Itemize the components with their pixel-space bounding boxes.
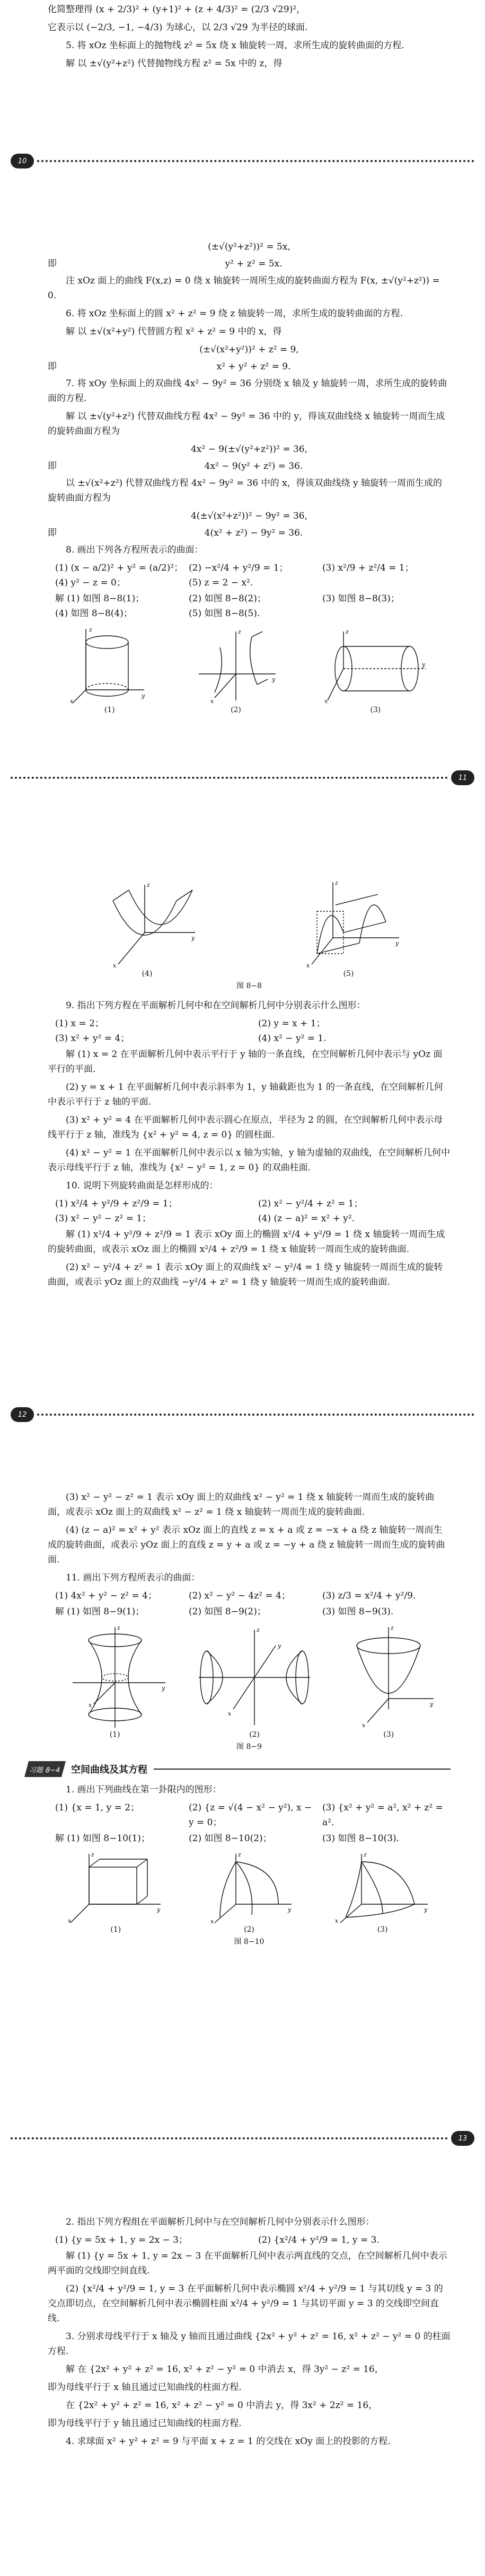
ji-label: 即	[48, 361, 57, 372]
section-header	[27, 1761, 451, 1777]
equation	[48, 359, 451, 374]
line-sphere-center: 它表示以 (−2/3, −1, −4/3) 为球心，以 2/3 √29 为半径的球面.	[48, 22, 308, 33]
question-9-items	[55, 1016, 451, 1046]
note: 注 xOz 面上的曲线 F(x,z) = 0 绕 x 轴旋转一周所生成的旋转曲面方程为 F(x, ±√(y²+z²)) = 0.	[48, 276, 440, 301]
e1-item: (2) {z = √(4 − x² − y²), x − y = 0；	[189, 1802, 312, 1828]
svg-text:z: z	[146, 882, 150, 889]
figure-label: (2)	[249, 1730, 260, 1739]
q11-item: (2) x² − y² − 4z² = 4；	[189, 1591, 290, 1601]
s8-item: (3) 如图 8−8(3)；	[322, 593, 400, 604]
question-8-items	[55, 561, 451, 590]
solution-10-4: (4) (z − a)² = x² + y² 表示 xOz 面上的直线 z = x + a 或 z = −x + a 绕 z 轴旋转一周而生成的旋转曲面，或表示 yOz 面上的直线 z = y + a 或 z = −y + a 绕 z 轴旋转一周而生成的旋转曲面.	[48, 1525, 445, 1565]
svg-text:z: z	[91, 1851, 95, 1858]
equation: 4x² − 9(±√(y²+z²))² = 36,	[190, 444, 308, 455]
figure-cylinder	[70, 626, 149, 714]
page4-content	[28, 1490, 451, 1947]
dotted-rule	[37, 1414, 474, 1416]
figure-caption: 图 8−10	[234, 1938, 264, 1946]
figure-label: (2)	[231, 706, 241, 714]
q10-item: (2) x² − y²/4 + z² = 1；	[258, 1198, 363, 1209]
equation-text: 4(x² + z²) − 9y² = 36.	[204, 528, 303, 538]
q11-item: (1) 4x² + y² − z² = 4；	[55, 1591, 157, 1601]
e1-solution: (2) 如图 8−10(2)；	[189, 1833, 272, 1844]
question-6: 6. 将 xOz 坐标面上的圆 x² + z² = 9 绕 z 轴旋转一周，求所生成的旋转曲面的方程.	[66, 308, 403, 319]
s11-item: (2) 如图 8−9(2)；	[189, 1606, 266, 1617]
page-number-badge: 10	[11, 154, 34, 168]
exercise-2-items	[55, 2233, 451, 2248]
page3-content	[48, 874, 451, 1293]
figure-caption: 图 8−8	[236, 982, 262, 990]
equation-text: y² + z² = 5x.	[225, 259, 283, 269]
ji-label: 即	[48, 461, 57, 472]
paraboloid-drawing	[341, 1624, 436, 1730]
figure-hyperboloid-one-sheet	[62, 1624, 168, 1739]
svg-text:x: x	[210, 1918, 214, 1925]
q10-item: (1) x²/4 + y²/9 + z²/9 = 1；	[55, 1198, 178, 1209]
figure-label: (3)	[383, 1730, 394, 1739]
svg-text:y: y	[141, 692, 145, 699]
solution-9-2: (2) y = x + 1 在平面解析几何中表示斜率为 1，y 轴截距也为 1 的一条直线，在空间解析几何中表示平行于 z 轴的平面.	[48, 1082, 443, 1107]
figure-hyperbolic-cylinder	[193, 626, 278, 714]
figure-label: (1)	[104, 706, 115, 714]
figure-8-10-row	[48, 1851, 451, 1934]
q10-item: (4) (z − a)² = x² + y².	[258, 1213, 355, 1224]
q9-item: (1) x = 2；	[55, 1018, 104, 1029]
question-5: 5. 将 xOz 坐标面上的抛物线 z² = 5x 绕 x 轴旋转一周，求所生成的旋转曲面的方程.	[66, 40, 404, 51]
hyperboloid-one-drawing	[62, 1624, 168, 1730]
page2-content	[48, 237, 451, 715]
equation: (±√(x²+y²))² + z² = 9,	[199, 344, 299, 355]
equation	[48, 459, 451, 474]
figure-parabolic-cylinder	[97, 880, 198, 978]
page-separator-12	[0, 1403, 485, 1426]
svg-text:z: z	[237, 1851, 241, 1858]
exercise-2: 2. 指出下列方程组在平面解析几何中与在空间解析几何中分别表示什么图形：	[66, 2217, 375, 2227]
figure-8-9-row	[48, 1624, 451, 1739]
parabola-z-drawing	[296, 880, 402, 970]
solution-3c: 在 {2x² + y² + z² = 16, x² + z² − y² = 0 中消去 y，得 3x² + 2z² = 16，	[66, 2400, 378, 2411]
svg-text:z: z	[334, 880, 338, 886]
hyperbolic-cylinder-drawing	[193, 626, 278, 706]
figure-elliptic-paraboloid	[341, 1624, 436, 1739]
q8-item: (3) x²/9 + z²/4 = 1；	[322, 563, 414, 573]
figure-elliptic-cylinder	[322, 626, 428, 714]
figure-hyperboloid-two-sheets	[196, 1624, 313, 1739]
dotted-rule	[11, 2137, 448, 2139]
exercise-1-items	[55, 1800, 451, 1830]
svg-text:x: x	[68, 1917, 72, 1924]
page-separator-10	[0, 149, 485, 173]
svg-text:y: y	[287, 1906, 292, 1913]
solution-8-items	[55, 591, 451, 621]
svg-text:z: z	[89, 626, 92, 633]
solution-6: 解 以 ±√(x²+y²) 代替圆方程 x² + z² = 9 中的 x，得	[66, 326, 282, 337]
section-title: 空间曲线及其方程	[71, 1764, 147, 1775]
s11-item: (3) 如图 8−9(3).	[322, 1606, 394, 1617]
figure-label: (4)	[142, 970, 153, 978]
svg-text:y: y	[430, 1701, 434, 1708]
question-10: 10. 说明下列旋转曲面是怎样形成的：	[66, 1180, 218, 1191]
figure-cylinders-intersection	[335, 1851, 430, 1934]
svg-text:x: x	[88, 1702, 92, 1709]
equation: (±√(y²+z²))² = 5x,	[208, 242, 290, 252]
svg-text:x: x	[324, 698, 328, 705]
exercise-4: 4. 求球面 x² + y² + z² = 9 与平面 x + z = 1 的交线在 xOy 面上的投影的方程.	[66, 2436, 391, 2447]
s8-item: (2) 如图 8−8(2)；	[189, 593, 266, 604]
figure-sphere-plane	[204, 1851, 294, 1934]
svg-text:z: z	[363, 1851, 367, 1858]
line-drawing	[68, 1851, 163, 1925]
svg-text:z: z	[391, 1624, 394, 1631]
figure-label: (2)	[244, 1925, 254, 1934]
question-11: 11. 画出下列方程所表示的曲面：	[66, 1573, 200, 1583]
svg-text:y: y	[422, 661, 426, 668]
dotted-rule	[11, 777, 448, 779]
svg-text:y: y	[277, 1642, 281, 1649]
page-number-badge: 11	[451, 770, 474, 785]
solution-2-1: 解 (1) {y = 5x + 1, y = 2x − 3 在平面解析几何中表示两直线的交点，在空间解析几何中表示两平面的交线即空间直线.	[48, 2251, 447, 2276]
page-separator-13	[0, 2127, 485, 2150]
exercise-1: 1. 画出下列曲线在第一卦限内的图形：	[66, 1784, 222, 1795]
equation: 4(±√(x²+z²))² − 9y² = 36,	[190, 511, 308, 521]
e1-solution: (3) 如图 8−10(3).	[322, 1833, 400, 1844]
solution-10-1: 解 (1) x²/4 + y²/9 + z²/9 = 1 表示 xOy 面上的椭圆 x²/4 + y²/9 = 1 绕 x 轴旋转一周而生成的旋转曲面，或表示 xOz 面上的椭圆 x²/4 + z²/9 = 1 绕 x 轴旋转一周而生成的旋转曲面.	[48, 1229, 445, 1255]
equation-text: 4x² − 9(y² + z²) = 36.	[204, 461, 303, 472]
header-rule	[154, 1769, 451, 1770]
svg-text:x: x	[362, 1722, 366, 1729]
solution-5: 解 以 ±√(y²+z²) 代替抛物线方程 z² = 5x 中的 z，得	[66, 58, 283, 69]
q8-item: (5) z = 2 − x².	[189, 578, 253, 588]
svg-text:x: x	[334, 1917, 338, 1924]
question-7: 7. 将 xOy 坐标面上的双曲线 4x² − 9y² = 36 分别绕 x 轴及 y 轴旋转一周，求所生成的旋转曲面的方程.	[48, 378, 447, 404]
dotted-rule	[37, 160, 474, 162]
solution-9-1: 解 (1) x = 2 在平面解析几何中表示平行于 y 轴的一条直线，在空间解析几何中表示与 yOz 面平行的平面.	[48, 1049, 443, 1074]
s8-item: (4) 如图 8−8(4)；	[55, 608, 133, 619]
section-tag: 习题 8−4	[24, 1761, 66, 1777]
figure-parabola-cylinder-z	[296, 880, 402, 978]
q9-item: (2) y = x + 1；	[258, 1018, 325, 1029]
q11-item: (3) z/3 = x²/4 + y²/9.	[322, 1591, 416, 1601]
svg-text:x: x	[306, 962, 310, 969]
line-simplified: 化简整理得 (x + 2/3)² + (y+1)² + (z + 4/3)² = (2/3 √29)²，	[48, 4, 306, 15]
page-separator-11	[0, 766, 485, 789]
svg-text:z: z	[117, 1624, 120, 1631]
figure-8-8-row1	[48, 626, 451, 714]
question-8: 8. 画出下列各方程所表示的曲面：	[66, 545, 204, 555]
solution-10-2: (2) x² − y²/4 + z² = 1 表示 xOy 面上的双曲线 x² − y²/4 = 1 绕 y 轴旋转一周而生成的旋转曲面，或表示 yOz 面上的双曲线 −y²/4 + z² = 1 绕 y 轴旋转一周而生成的旋转曲面.	[48, 1262, 443, 1287]
hyperboloid-two-drawing	[196, 1624, 313, 1730]
solution-7a: 解 以 ±√(y²+z²) 代替双曲线方程 4x² − 9y² = 36 中的 y，得该双曲线绕 x 轴旋转一周而生成的旋转曲面方程为	[48, 411, 445, 437]
figure-8-8-row2	[48, 880, 451, 978]
q8-item: (1) (x − a/2)² + y² = (a/2)²；	[55, 563, 183, 573]
figure-label: (3)	[370, 706, 381, 714]
exercise-3: 3. 分别求母线平行于 x 轴及 y 轴而且通过曲线 {2x² + y² + z² = 16, x² + z² − y² = 0 的柱面方程.	[48, 2331, 451, 2357]
q10-item: (3) x² − y² − z² = 1；	[55, 1213, 152, 1224]
svg-text:y: y	[191, 935, 195, 941]
svg-text:x: x	[69, 698, 73, 705]
e1-solution: 解 (1) 如图 8−10(1)；	[55, 1833, 151, 1844]
svg-text:x: x	[227, 1710, 232, 1717]
e2-item: (2) {x²/4 + y²/9 = 1, y = 3.	[258, 2235, 380, 2245]
svg-text:y: y	[271, 676, 276, 683]
s11-item: 解 (1) 如图 8−9(1)；	[55, 1606, 145, 1617]
svg-text:y: y	[161, 1685, 165, 1692]
page5-content	[48, 2215, 451, 2452]
e2-item: (1) {y = 5x + 1, y = 2x − 3；	[55, 2235, 188, 2245]
svg-text:z: z	[237, 628, 241, 635]
figure-label: (1)	[109, 1730, 120, 1739]
e1-item: (3) {x² + y² = a², x² + z² = a².	[322, 1802, 443, 1828]
equation-text: x² + y² + z² = 9.	[216, 361, 291, 372]
svg-text:z: z	[346, 628, 349, 635]
svg-text:y: y	[157, 1906, 161, 1913]
question-11-items	[55, 1588, 451, 1603]
figure-caption: 图 8−9	[236, 1743, 262, 1751]
solution-2-2: (2) {x²/4 + y²/9 = 1, y = 3 在平面解析几何中表示椭圆 x²/4 + y²/9 = 1 与其切线 y = 3 的交点即切点，在空间解析几何中表示椭圆柱面 x²/4 + y²/9 = 1 与其切平面 y = 3 的交线即空间直线.	[48, 2284, 443, 2324]
q9-item: (3) x² + y² = 4；	[55, 1033, 130, 1044]
ji-label: 即	[48, 259, 57, 269]
s8-item: (5) 如图 8−8(5).	[189, 608, 260, 619]
svg-text:y: y	[395, 940, 399, 947]
solution-9-3: (3) x² + y² = 4 在平面解析几何中表示圆心在原点，半径为 2 的圆，在空间解析几何中表示母线平行于 z 轴，准线为 {x² + y² = 4, z = 0} 的圆柱面.	[48, 1115, 443, 1140]
svg-text:x: x	[210, 698, 214, 705]
figure-label: (1)	[110, 1925, 121, 1934]
ji-label: 即	[48, 528, 57, 538]
cylinders-drawing	[335, 1851, 430, 1925]
svg-text:y: y	[424, 1906, 427, 1913]
figure-label: (3)	[377, 1925, 388, 1934]
equation	[48, 526, 451, 540]
question-10-items	[55, 1196, 451, 1226]
q9-item: (4) x² − y² = 1.	[258, 1033, 327, 1044]
solution-10-3: (3) x² − y² − z² = 1 表示 xOy 面上的双曲线 x² − y² = 1 绕 x 轴旋转一周而生成的旋转曲面，或表示 xOz 面上的双曲线 x² − z² = 1 绕 x 轴旋转一周而生成的旋转曲面.	[48, 1492, 435, 1517]
equation	[48, 256, 451, 271]
solution-3a: 解 在 {2x² + y² + z² = 16, x² + z² − y² = 0 中消去 x，得 3y² − z² = 16，	[66, 2364, 384, 2375]
elliptic-cylinder-drawing	[322, 626, 428, 706]
page-number-badge: 13	[451, 2131, 474, 2146]
figure-line-curve	[68, 1851, 163, 1934]
figure-label: (5)	[343, 970, 354, 978]
svg-text:z: z	[256, 1627, 260, 1633]
q8-item: (2) −x²/4 + y²/9 = 1；	[189, 563, 288, 573]
s8-item: 解 (1) 如图 8−8(1)；	[55, 593, 145, 604]
solution-11-items	[55, 1604, 451, 1619]
exercise-1-solutions	[55, 1831, 451, 1846]
sphere-plane-drawing	[204, 1851, 294, 1925]
solution-3b: 即为母线平行于 x 轴且通过已知曲线的柱面方程.	[48, 2382, 242, 2393]
svg-text:x: x	[112, 962, 116, 969]
q8-item: (4) y² − z = 0；	[55, 578, 126, 588]
cylinder-drawing	[70, 626, 149, 706]
solution-7b: 以 ±√(x²+z²) 代替双曲线方程 4x² − 9y² = 36 中的 x，得该双曲线绕 y 轴旋转一周而生成的旋转曲面方程为	[48, 478, 442, 503]
parabolic-cylinder-drawing	[97, 880, 198, 970]
question-9: 9. 指出下列方程在平面解析几何中和在空间解析几何中分别表示什么图形：	[66, 1000, 366, 1011]
page1-content	[48, 2, 451, 74]
page-number-badge: 12	[11, 1407, 34, 1422]
solution-3d: 即为母线平行于 y 轴且通过已知曲线的柱面方程.	[48, 2418, 242, 2429]
solution-9-4: (4) x² − y² = 1 在平面解析几何中表示以 x 轴为实轴，y 轴为虚轴的双曲线，在空间解析几何中表示母线平行于 z 轴，准线为 {x² − y² = 1, z = 0} 的双曲柱面.	[48, 1148, 451, 1173]
e1-item: (1) {x = 1, y = 2；	[55, 1802, 140, 1813]
